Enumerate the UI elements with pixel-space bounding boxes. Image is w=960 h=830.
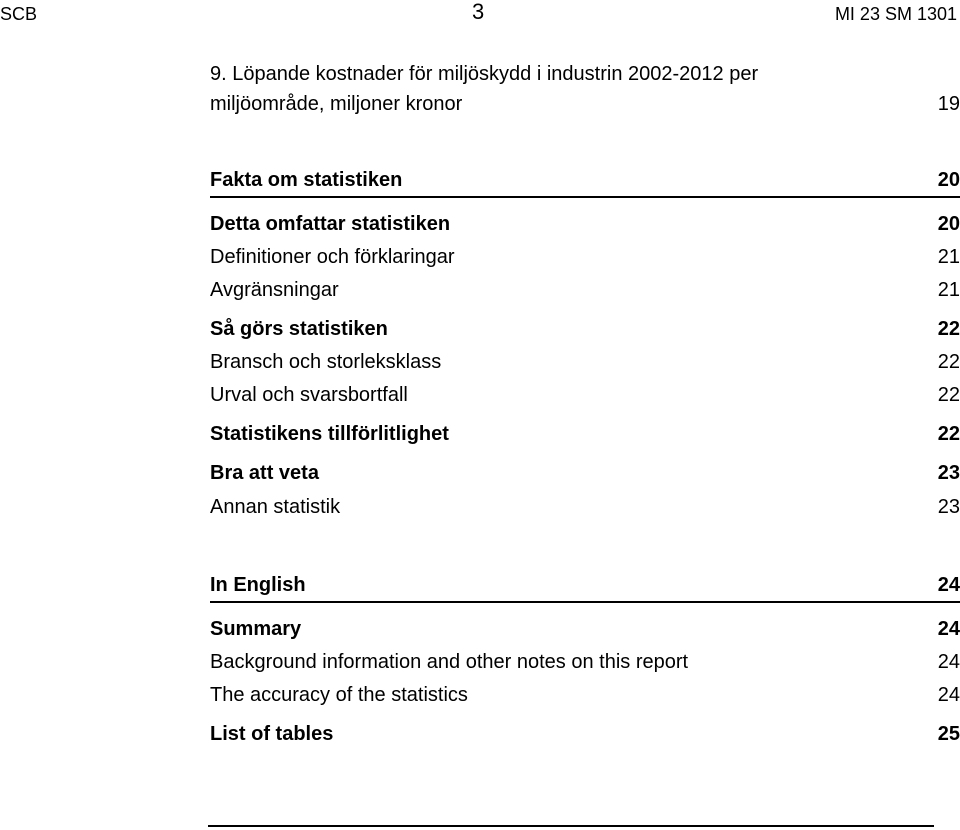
toc-entry[interactable] [210, 616, 960, 642]
toc-entry-page: 24 [937, 618, 960, 640]
toc-entry-label: Annan statistik [210, 496, 341, 518]
toc-entry-page: 21 [937, 279, 960, 301]
toc-intro-line1: 9. Löpande kostnader för miljöskydd i industrin 2002-2012 per [210, 63, 759, 85]
toc-entry-label: Background information and other notes on this report [210, 651, 689, 673]
toc-entry[interactable] [210, 211, 960, 237]
section-divider [210, 196, 960, 198]
toc-entry[interactable] [210, 682, 960, 708]
toc-heading-label: Fakta om statistiken [210, 169, 403, 191]
toc-heading-english[interactable] [210, 572, 960, 598]
toc-entry[interactable] [210, 382, 960, 408]
toc-entry-page: 24 [937, 651, 960, 673]
toc-entry-label: Summary [210, 618, 302, 640]
toc-entry-label: Statistikens tillförlitlighet [210, 423, 449, 445]
toc-entry-page: 21 [937, 246, 960, 268]
toc-entry[interactable] [210, 316, 960, 342]
toc-heading-fakta[interactable] [210, 167, 960, 193]
toc-entry-label: Definitioner och förklaringar [210, 246, 455, 268]
toc-intro-page: 19 [937, 93, 960, 115]
toc-heading-page: 24 [937, 574, 960, 596]
toc-entry-label: List of tables [210, 723, 334, 745]
toc-intro-line2: miljöområde, miljoner kronor [210, 93, 463, 115]
toc-entry-page: 20 [937, 213, 960, 235]
toc-entry-page: 22 [937, 423, 960, 445]
toc-entry[interactable] [210, 277, 960, 303]
toc-entry[interactable] [210, 421, 960, 447]
toc-entry-page: 23 [937, 496, 960, 518]
toc-entry[interactable] [210, 460, 960, 486]
toc-entry-label: Avgränsningar [210, 279, 339, 301]
toc-entry[interactable] [210, 649, 960, 675]
toc-entry-page: 25 [937, 723, 960, 745]
toc-entry[interactable] [210, 244, 960, 270]
header-right-code: MI 23 SM 1301 [834, 4, 957, 24]
toc-heading-page: 20 [937, 169, 960, 191]
toc-entry-label: Bransch och storleksklass [210, 351, 442, 373]
toc-entry-label: Urval och svarsbortfall [210, 384, 408, 406]
toc-entry[interactable] [210, 349, 960, 375]
toc-heading-label: In English [210, 574, 306, 596]
toc-entry-label: Så görs statistiken [210, 318, 388, 340]
toc-entry-label: Detta omfattar statistiken [210, 213, 451, 235]
toc-entry-page: 23 [937, 462, 960, 484]
toc-entry[interactable] [210, 494, 960, 520]
page-number: 3 [472, 0, 485, 24]
toc-entry-page: 22 [937, 384, 960, 406]
toc-entry-label: The accuracy of the statistics [210, 684, 468, 706]
toc-entry-label: Bra att veta [210, 462, 319, 484]
section-divider [210, 601, 960, 603]
toc-intro-line2-wrap [210, 91, 960, 117]
footer-divider [208, 825, 934, 827]
toc-entry[interactable] [210, 721, 960, 747]
toc-entry-page: 24 [937, 684, 960, 706]
toc-entry-page: 22 [937, 318, 960, 340]
header-left-org: SCB [0, 4, 38, 24]
toc-entry-page: 22 [937, 351, 960, 373]
